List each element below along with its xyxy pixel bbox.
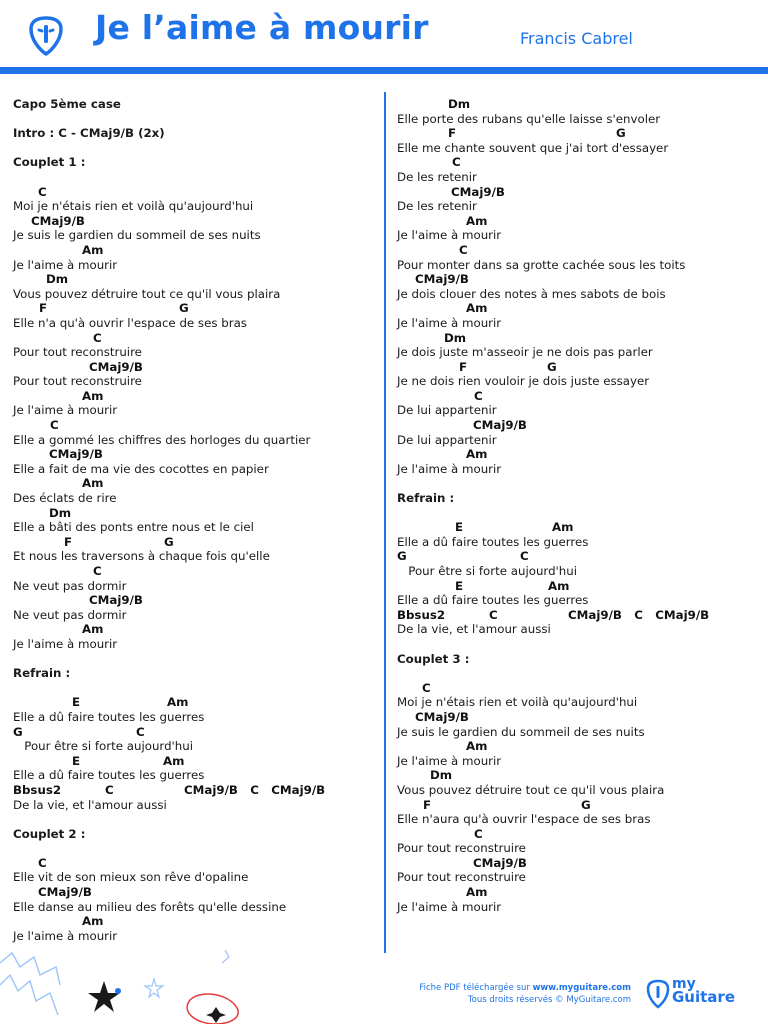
chord: Am bbox=[466, 213, 488, 228]
lyric-line bbox=[397, 535, 757, 550]
lyric-line bbox=[397, 403, 757, 418]
lyric-text: Je l'aime à mourir bbox=[397, 899, 502, 914]
lyric-text: Des éclats de rire bbox=[13, 491, 117, 506]
chord: C bbox=[474, 826, 483, 841]
section-label: Refrain : bbox=[13, 666, 71, 681]
lyric-text: Elle a dû faire toutes les guerres bbox=[397, 593, 589, 608]
section-label: Intro : C - CMaj9/B (2x) bbox=[13, 126, 165, 141]
lyric-text: Elle a bâti des ponts entre nous et le ciel bbox=[13, 520, 254, 535]
lyric-line bbox=[397, 564, 757, 579]
lyric-text: Elle a gommé les chiffres des horloges du quartier bbox=[13, 432, 311, 447]
chord: Am bbox=[163, 753, 185, 768]
spacer bbox=[13, 812, 373, 827]
chord-line bbox=[13, 885, 373, 900]
lyric-line bbox=[13, 462, 373, 477]
lyric-line bbox=[13, 929, 373, 944]
lyric-text: Pour être si forte aujourd'hui bbox=[397, 564, 578, 578]
lyric-text: Pour être si forte aujourd'hui bbox=[13, 739, 194, 754]
lyric-line bbox=[13, 870, 373, 885]
lyric-line bbox=[397, 754, 757, 769]
chord-line bbox=[397, 185, 757, 200]
chord-line bbox=[13, 622, 373, 637]
lyric-line bbox=[397, 345, 757, 360]
spacer bbox=[397, 666, 757, 681]
chord: G bbox=[616, 126, 626, 141]
lyric-line bbox=[13, 549, 373, 564]
lyric-text: Elle a dû faire toutes les guerres bbox=[13, 709, 205, 724]
chord: Am bbox=[82, 242, 104, 257]
chord-line bbox=[397, 710, 757, 725]
chord: C bbox=[489, 607, 498, 622]
lyric-line bbox=[397, 725, 757, 740]
chord-line bbox=[13, 185, 373, 200]
footer-text bbox=[395, 982, 631, 1006]
chord: Am bbox=[167, 695, 189, 710]
section-label: Couplet 1 : bbox=[13, 155, 86, 170]
lyric-line bbox=[397, 900, 757, 915]
chord: C bbox=[50, 418, 59, 433]
lyric-text: Pour tout reconstruire bbox=[13, 345, 142, 360]
lyric-line bbox=[397, 783, 757, 798]
chord-line bbox=[13, 856, 373, 871]
chord: E bbox=[72, 695, 81, 710]
chord: CMaj9/B bbox=[38, 885, 92, 900]
lyric-text: Je l'aime à mourir bbox=[397, 228, 502, 243]
lyric-text: Elle me chante souvent que j'ai tort d'essayer bbox=[397, 140, 669, 155]
lyric-line bbox=[13, 900, 373, 915]
lyric-line bbox=[397, 870, 757, 885]
spacer bbox=[13, 652, 373, 667]
chord-line bbox=[397, 608, 757, 623]
chord: Am bbox=[82, 476, 104, 491]
song-title: Je l’aime à mourir bbox=[95, 8, 429, 47]
chord: Am bbox=[82, 914, 104, 929]
chord-line bbox=[13, 695, 373, 710]
chord: F bbox=[64, 534, 73, 549]
lyric-text: De lui appartenir bbox=[397, 432, 497, 447]
spacer bbox=[13, 141, 373, 156]
footer-rights: Tous droits réservés © MyGuitare.com bbox=[467, 995, 631, 1005]
chord: G bbox=[13, 724, 23, 739]
chord-line bbox=[13, 243, 373, 258]
lyric-line bbox=[397, 316, 757, 331]
chord: Dm bbox=[46, 272, 69, 287]
lyric-text: Elle vit de son mieux son rêve d'opaline bbox=[13, 870, 249, 885]
section-label: Capo 5ème case bbox=[13, 97, 121, 111]
lyric-line bbox=[397, 141, 757, 156]
chord: Am bbox=[466, 447, 488, 462]
lyric-line bbox=[397, 170, 757, 185]
chord: CMaj9/B C CMaj9/B bbox=[184, 782, 326, 797]
lyric-line bbox=[397, 199, 757, 214]
chord: C bbox=[459, 242, 468, 257]
spacer bbox=[397, 506, 757, 521]
lyric-line bbox=[397, 112, 757, 127]
lyric-line bbox=[397, 812, 757, 827]
chord: C bbox=[38, 855, 47, 870]
lyric-text: Je l'aime à mourir bbox=[13, 403, 118, 418]
lyric-text: Je l'aime à mourir bbox=[13, 257, 118, 272]
page-header bbox=[0, 0, 768, 68]
artist-name: Francis Cabrel bbox=[520, 29, 633, 48]
chord-line bbox=[397, 331, 757, 346]
section-heading bbox=[397, 491, 757, 506]
chord: C bbox=[452, 155, 461, 170]
footer-site-link[interactable]: www.myguitare.com bbox=[532, 983, 631, 993]
lyric-text: Elle a fait de ma vie des cocottes en papier bbox=[13, 461, 269, 476]
spacer bbox=[397, 637, 757, 652]
chord-line bbox=[13, 272, 373, 287]
chord-line bbox=[397, 798, 757, 813]
lyric-line bbox=[13, 258, 373, 273]
chord: G bbox=[397, 549, 407, 564]
lyric-text: Je l'aime à mourir bbox=[397, 461, 502, 476]
left-column bbox=[13, 97, 373, 943]
lyric-text: De les retenir bbox=[397, 199, 477, 214]
lyric-text: Elle porte des rubans qu'elle laisse s'envoler bbox=[397, 111, 661, 126]
chord: C bbox=[136, 724, 145, 739]
lyric-line bbox=[13, 433, 373, 448]
chord: F bbox=[423, 797, 432, 812]
chord-line bbox=[13, 593, 373, 608]
chord: G bbox=[547, 359, 557, 374]
chord: CMaj9/B bbox=[473, 418, 527, 433]
chord: CMaj9/B C CMaj9/B bbox=[568, 607, 710, 622]
lyric-line bbox=[13, 316, 373, 331]
chord: CMaj9/B bbox=[473, 855, 527, 870]
lyric-text: Je ne dois rien vouloir je dois juste essayer bbox=[397, 374, 650, 389]
chord: Am bbox=[466, 739, 488, 754]
chord-line bbox=[397, 360, 757, 375]
chord: C bbox=[38, 184, 47, 199]
section-label: Couplet 2 : bbox=[13, 826, 86, 841]
lyric-line bbox=[13, 608, 373, 623]
lyric-text: De la vie, et l'amour aussi bbox=[13, 797, 167, 812]
lyric-line bbox=[397, 695, 757, 710]
chord: Am bbox=[466, 885, 488, 900]
lyric-line bbox=[13, 228, 373, 243]
lyric-text: Ne veut pas dormir bbox=[13, 607, 127, 622]
spacer bbox=[397, 476, 757, 491]
chord: Am bbox=[466, 301, 488, 316]
lyric-text: Pour tout reconstruire bbox=[397, 870, 526, 885]
chord-line bbox=[397, 301, 757, 316]
section-heading bbox=[13, 155, 373, 170]
lyric-text: Je dois clouer des notes à mes sabots de bois bbox=[397, 286, 666, 301]
chord-line bbox=[13, 447, 373, 462]
lyric-text: Je l'aime à mourir bbox=[397, 753, 502, 768]
lyric-text: Moi je n'étais rien et voilà qu'aujourd'hui bbox=[397, 695, 638, 710]
chord: Am bbox=[552, 520, 574, 535]
myguitare-logo-text: my Guitare bbox=[672, 976, 735, 1006]
chord: Am bbox=[548, 578, 570, 593]
column-divider bbox=[384, 92, 386, 953]
lyric-text: Je suis le gardien du sommeil de ses nuits bbox=[397, 724, 645, 739]
chord-line bbox=[397, 768, 757, 783]
lyric-text: De les retenir bbox=[397, 169, 477, 184]
lyric-line bbox=[13, 345, 373, 360]
chord-line bbox=[13, 564, 373, 579]
lyric-line bbox=[397, 228, 757, 243]
chord: C bbox=[474, 388, 483, 403]
lyric-text: Elle a dû faire toutes les guerres bbox=[13, 768, 205, 783]
lyric-text: Pour tout reconstruire bbox=[397, 841, 526, 856]
lyric-line bbox=[397, 593, 757, 608]
chord-line bbox=[397, 520, 757, 535]
chord: Bbsus2 bbox=[13, 782, 62, 797]
chord-line bbox=[397, 681, 757, 696]
lyric-line bbox=[13, 579, 373, 594]
chord-line bbox=[397, 885, 757, 900]
lyric-line bbox=[13, 768, 373, 783]
chord: G bbox=[164, 534, 174, 549]
chord: E bbox=[455, 578, 464, 593]
chord: G bbox=[581, 797, 591, 812]
lyric-text: Vous pouvez détruire tout ce qu'il vous plaira bbox=[13, 286, 281, 301]
chord: C bbox=[520, 549, 529, 564]
chord: CMaj9/B bbox=[31, 213, 85, 228]
chord: C bbox=[93, 564, 102, 578]
lyric-text: Je suis le gardien du sommeil de ses nuits bbox=[13, 228, 261, 243]
lyric-text: Je l'aime à mourir bbox=[397, 315, 502, 330]
lyric-text: Et nous les traversons à chaque fois qu'elle bbox=[13, 549, 270, 564]
lyric-line bbox=[397, 841, 757, 856]
lyric-line bbox=[13, 374, 373, 389]
chord-line bbox=[397, 155, 757, 170]
lyric-line bbox=[397, 433, 757, 448]
lyric-line bbox=[397, 287, 757, 302]
chord-line bbox=[13, 725, 373, 740]
right-column bbox=[397, 97, 757, 914]
chord: CMaj9/B bbox=[89, 593, 143, 608]
lyric-text: Je l'aime à mourir bbox=[13, 928, 118, 943]
lyric-line bbox=[13, 710, 373, 725]
lyric-text: Je dois juste m'asseoir je ne dois pas parler bbox=[397, 345, 653, 360]
chord-line bbox=[13, 783, 373, 798]
lyric-text: Vous pouvez détruire tout ce qu'il vous plaira bbox=[397, 782, 665, 797]
spacer bbox=[13, 681, 373, 696]
section-heading bbox=[13, 97, 373, 112]
chord: C bbox=[93, 330, 102, 345]
chord-line bbox=[13, 214, 373, 229]
chord-line bbox=[13, 506, 373, 521]
lyric-text: Elle n'a qu'à ouvrir l'espace de ses bras bbox=[13, 315, 247, 330]
chord: C bbox=[105, 782, 114, 797]
chord-line bbox=[13, 418, 373, 433]
lyric-text: De lui appartenir bbox=[397, 403, 497, 418]
chord: Dm bbox=[430, 768, 453, 783]
lyric-line bbox=[13, 798, 373, 813]
chord-line bbox=[13, 754, 373, 769]
chord: CMaj9/B bbox=[415, 709, 469, 724]
chord: F bbox=[448, 126, 457, 141]
lyric-text: Elle a dû faire toutes les guerres bbox=[397, 534, 589, 549]
chord: F bbox=[39, 301, 48, 316]
section-heading bbox=[13, 126, 373, 141]
lyric-line bbox=[13, 403, 373, 418]
chord-line bbox=[397, 827, 757, 842]
header-divider bbox=[0, 67, 768, 74]
section-label: Refrain : bbox=[397, 491, 455, 506]
chord-line bbox=[397, 214, 757, 229]
lyric-text: Je l'aime à mourir bbox=[13, 636, 118, 651]
lyric-line bbox=[13, 287, 373, 302]
lyric-line bbox=[397, 622, 757, 637]
chord: Dm bbox=[444, 330, 467, 345]
lyric-line bbox=[397, 374, 757, 389]
spacer bbox=[13, 112, 373, 127]
spacer bbox=[13, 170, 373, 185]
spacer bbox=[13, 841, 373, 856]
chord-line bbox=[397, 389, 757, 404]
chord-line bbox=[397, 97, 757, 112]
chord-line bbox=[397, 272, 757, 287]
lyric-text: Elle n'aura qu'à ouvrir l'espace de ses bras bbox=[397, 812, 651, 827]
section-label: Couplet 3 : bbox=[397, 651, 470, 666]
lyric-text: Moi je n'étais rien et voilà qu'aujourd'hui bbox=[13, 199, 254, 214]
chord-line bbox=[397, 126, 757, 141]
chord-line bbox=[13, 301, 373, 316]
chord: Am bbox=[82, 622, 104, 637]
lyric-text: Ne veut pas dormir bbox=[13, 578, 127, 593]
chord: E bbox=[455, 520, 464, 535]
chord: CMaj9/B bbox=[89, 359, 143, 374]
chord-line bbox=[397, 243, 757, 258]
lyric-text: Pour tout reconstruire bbox=[13, 374, 142, 389]
chord-line bbox=[13, 331, 373, 346]
chord-line bbox=[13, 389, 373, 404]
chord: C bbox=[422, 680, 431, 695]
lyric-line bbox=[397, 462, 757, 477]
chord-line bbox=[397, 447, 757, 462]
chord: CMaj9/B bbox=[415, 272, 469, 287]
chord: G bbox=[179, 301, 189, 316]
chord: E bbox=[72, 753, 81, 768]
lyric-line bbox=[13, 739, 373, 754]
section-heading bbox=[13, 666, 373, 681]
chord-line bbox=[13, 360, 373, 375]
lyric-line bbox=[397, 258, 757, 273]
lyric-line bbox=[13, 637, 373, 652]
chord-line bbox=[397, 549, 757, 564]
chord-line bbox=[397, 739, 757, 754]
section-heading bbox=[397, 652, 757, 667]
chord: CMaj9/B bbox=[49, 447, 103, 462]
footer-download-line: Fiche PDF téléchargée sur www.myguitare.com bbox=[419, 983, 631, 993]
chord: Dm bbox=[49, 505, 72, 520]
chord-line bbox=[13, 476, 373, 491]
chord-line bbox=[13, 535, 373, 550]
chord: Bbsus2 bbox=[397, 607, 446, 622]
chord-line bbox=[397, 579, 757, 594]
chord-line bbox=[13, 914, 373, 929]
decorative-doodles-icon bbox=[0, 945, 260, 1024]
guitar-pick-logo-icon bbox=[28, 16, 64, 56]
section-heading bbox=[13, 827, 373, 842]
lyric-text: De la vie, et l'amour aussi bbox=[397, 622, 551, 637]
chord-line bbox=[397, 856, 757, 871]
lyric-text: Pour monter dans sa grotte cachée sous les toits bbox=[397, 257, 686, 272]
lyric-line bbox=[13, 491, 373, 506]
chord: Dm bbox=[448, 97, 471, 111]
lyric-line bbox=[13, 199, 373, 214]
chord-line bbox=[397, 418, 757, 433]
chord: CMaj9/B bbox=[451, 184, 505, 199]
lyric-text: Elle danse au milieu des forêts qu'elle dessine bbox=[13, 899, 287, 914]
chord: F bbox=[459, 359, 468, 374]
lyric-line bbox=[13, 520, 373, 535]
chord: Am bbox=[82, 388, 104, 403]
